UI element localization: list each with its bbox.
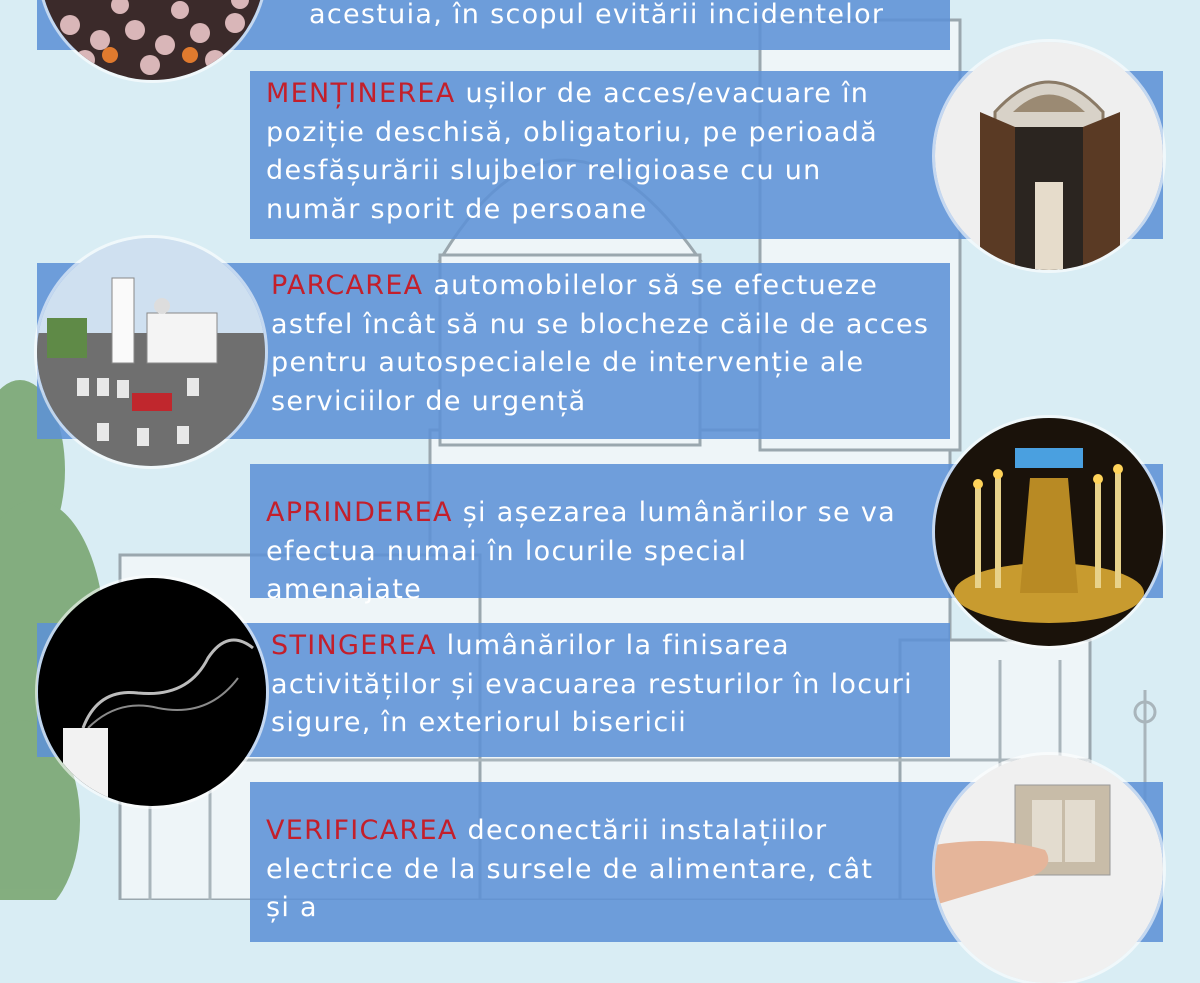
panel-keyword: APRINDEREA bbox=[266, 497, 453, 528]
panel-keyword: MENȚINEREA bbox=[266, 78, 456, 109]
church-door-photo bbox=[935, 42, 1163, 270]
extinguished-candle-photo bbox=[38, 578, 266, 806]
panel-text: acestuia, în scopul evitării incidentelor bbox=[309, 0, 885, 30]
candle-stand-photo bbox=[935, 418, 1163, 646]
panel-text: ușilor de acces/evacuare în poziție deschisă, obligatoriu, pe perioadă desfășurării slujbelor religioase cu un număr sporit de persoane bbox=[266, 78, 879, 225]
panel-text: automobilelor să se efectueze astfel încât să nu se blocheze căile de acces pentru autospecialele de intervenție ale serviciilor de urgență bbox=[271, 270, 930, 417]
light-switch-photo bbox=[935, 755, 1163, 983]
panel-keyword: VERIFICAREA bbox=[266, 815, 458, 846]
church-parking-photo bbox=[37, 238, 265, 466]
panel-text: și așezarea lumânărilor se va efectua numai în locurile special amenajate bbox=[266, 497, 896, 605]
panel-keyword: PARCAREA bbox=[271, 270, 424, 301]
panel-text: lumânărilor la finisarea activităților și evacuarea resturilor în locuri sigure, în exteriorul bisericii bbox=[271, 630, 913, 738]
panel-keyword: STINGEREA bbox=[271, 630, 437, 661]
panel-text: deconectării instalațiilor electrice de la sursele de alimentare, cât și a bbox=[266, 815, 874, 923]
